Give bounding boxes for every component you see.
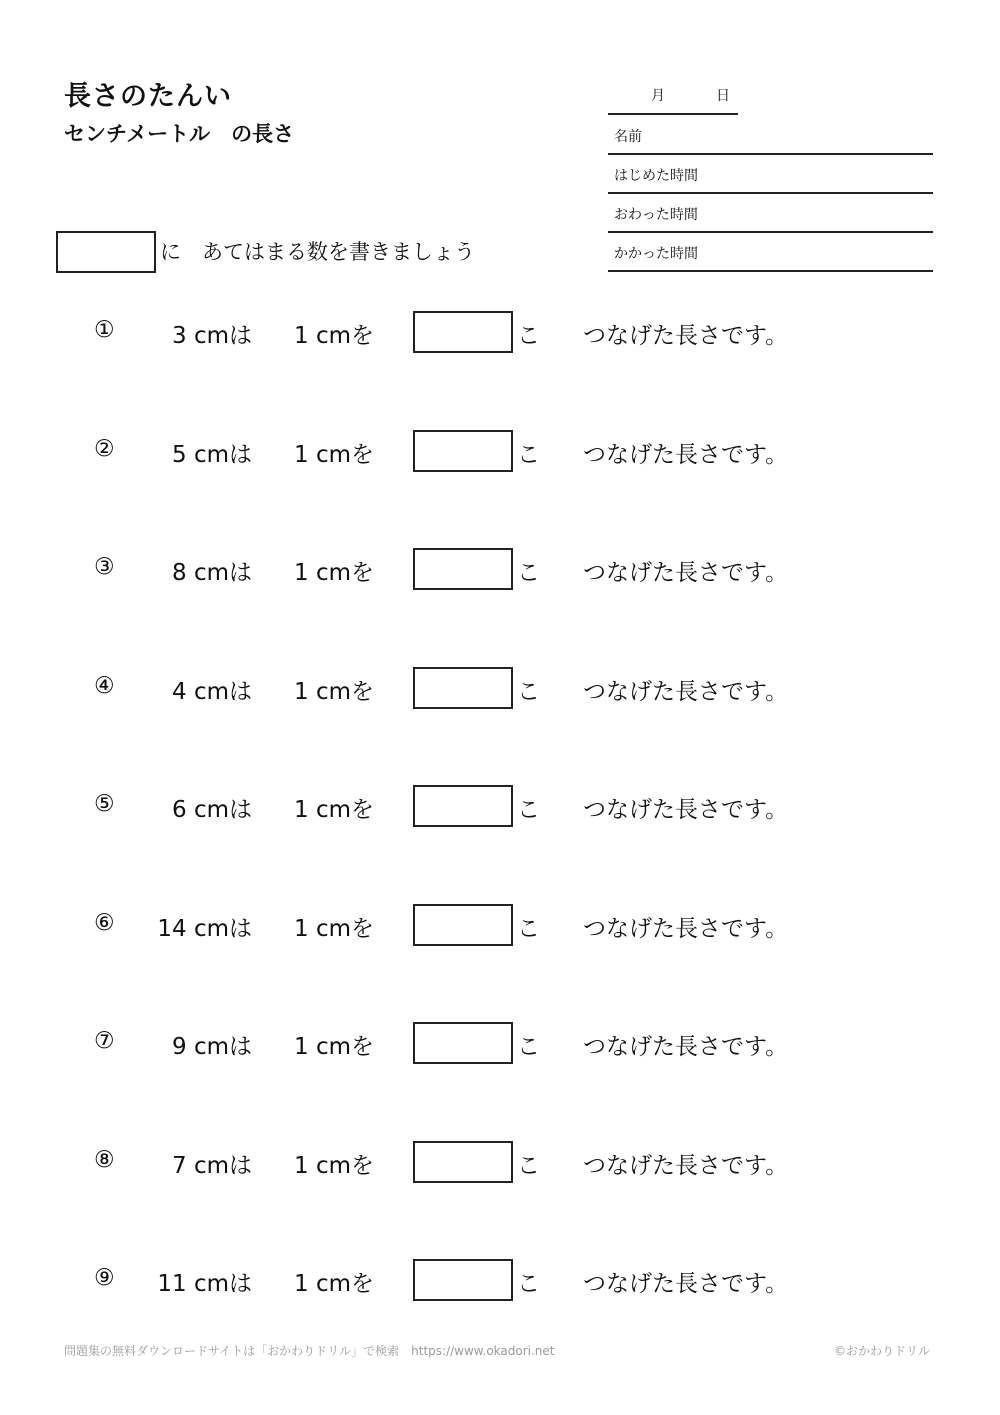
question-number: ① — [94, 317, 115, 343]
question-length — [172, 1147, 252, 1180]
base-length — [294, 673, 374, 706]
length-value: 5 — [171, 441, 187, 468]
footer-note: 問題集の無料ダウンロードサイトは「おかわりドリル」で検索 https://www.okadori.net — [64, 1344, 555, 1358]
answer-box[interactable] — [413, 430, 513, 472]
question-tail: つなげた長さです。 — [583, 1034, 789, 1060]
question-row — [0, 548, 1000, 592]
question-tail: つなげた長さです。 — [583, 1271, 789, 1297]
page-title: 長さのたんい — [64, 81, 232, 112]
base-length — [294, 1028, 374, 1061]
base-value: 1 — [294, 323, 309, 349]
page-subtitle: センチメートル の長さ — [64, 122, 295, 146]
counter-suffix: こ — [517, 560, 540, 586]
counter-suffix: こ — [517, 1034, 540, 1060]
length-value: 14 — [157, 915, 187, 942]
month-label: 月 — [651, 88, 665, 104]
question-row — [0, 1141, 1000, 1185]
base-unit: cmを — [315, 1152, 375, 1179]
answer-box[interactable] — [413, 311, 513, 353]
base-unit: cmを — [315, 560, 375, 586]
length-unit: cmは — [193, 560, 252, 586]
length-unit: cmは — [193, 1034, 252, 1060]
base-length — [294, 554, 374, 587]
base-length — [294, 910, 374, 943]
length-value: 8 — [171, 560, 187, 586]
question-number: ② — [94, 435, 115, 462]
question-row — [0, 1022, 1000, 1066]
answer-box[interactable] — [413, 1259, 513, 1301]
question-row — [0, 904, 1000, 948]
start-time-label: はじめた時間 — [614, 168, 698, 184]
base-length — [294, 1265, 374, 1298]
base-value: 1 — [294, 1034, 309, 1060]
answer-box[interactable] — [413, 904, 513, 946]
question-length — [172, 1028, 252, 1061]
end-time-label: おわった時間 — [614, 207, 698, 223]
base-unit: cmを — [315, 915, 375, 942]
answer-box[interactable] — [413, 667, 513, 709]
counter-suffix: こ — [517, 441, 540, 468]
length-value: 4 — [171, 678, 187, 705]
day-label: 日 — [716, 88, 730, 104]
length-value: 6 — [171, 797, 187, 823]
length-unit: cmは — [193, 323, 252, 349]
question-tail: つなげた長さです。 — [583, 678, 789, 705]
elapsed-time-label: かかった時間 — [614, 246, 698, 262]
base-unit: cmを — [315, 1271, 375, 1297]
answer-box[interactable] — [413, 1141, 513, 1183]
answer-box[interactable] — [413, 785, 513, 827]
counter-suffix: こ — [517, 323, 540, 349]
question-tail: つなげた長さです。 — [583, 915, 789, 942]
length-unit: cmは — [193, 678, 252, 705]
question-length — [157, 910, 252, 943]
name-field[interactable] — [608, 116, 933, 155]
counter-suffix: こ — [517, 915, 540, 942]
question-row — [0, 430, 1000, 474]
question-length — [172, 791, 252, 824]
length-value: 3 — [171, 323, 187, 349]
base-unit: cmを — [315, 797, 375, 823]
question-number: ⑨ — [94, 1265, 115, 1291]
question-length — [172, 436, 252, 469]
name-label: 名前 — [614, 129, 642, 145]
length-unit: cmは — [193, 441, 252, 468]
counter-suffix: こ — [517, 678, 540, 705]
question-number: ⑥ — [94, 909, 115, 936]
base-value: 1 — [294, 441, 309, 468]
base-value: 1 — [294, 560, 309, 586]
base-length — [294, 1147, 374, 1180]
end-time-field[interactable] — [608, 194, 933, 233]
length-unit: cmは — [193, 1152, 252, 1179]
answer-box[interactable] — [413, 548, 513, 590]
base-length — [294, 436, 374, 469]
counter-suffix: こ — [517, 1271, 540, 1297]
question-number: ⑤ — [94, 791, 115, 817]
base-unit: cmを — [315, 1034, 375, 1060]
question-tail: つなげた長さです。 — [583, 797, 789, 823]
question-row — [0, 667, 1000, 711]
question-number: ⑦ — [94, 1028, 115, 1054]
base-value: 1 — [294, 678, 309, 705]
date-field[interactable] — [608, 84, 738, 115]
answer-box[interactable] — [413, 1022, 513, 1064]
base-unit: cmを — [315, 441, 375, 468]
base-unit: cmを — [315, 323, 375, 349]
footer-copyright: ©おかわりドリル — [833, 1344, 930, 1358]
instruction-sample-box — [56, 231, 156, 273]
base-length — [294, 317, 374, 350]
base-value: 1 — [294, 1271, 309, 1297]
question-number: ⑧ — [94, 1146, 115, 1173]
counter-suffix: こ — [517, 1152, 540, 1179]
length-unit: cmは — [193, 915, 252, 942]
base-value: 1 — [294, 1152, 309, 1179]
question-tail: つなげた長さです。 — [583, 1152, 789, 1179]
base-length — [294, 791, 374, 824]
question-length — [172, 554, 252, 587]
elapsed-time-field[interactable] — [608, 233, 933, 272]
length-unit: cmは — [193, 797, 252, 823]
length-value: 7 — [171, 1152, 187, 1179]
start-time-field[interactable] — [608, 155, 933, 194]
question-length — [172, 673, 252, 706]
length-unit: cmは — [193, 1271, 252, 1297]
question-number: ④ — [94, 672, 115, 699]
question-tail: つなげた長さです。 — [583, 441, 789, 468]
length-value: 11 — [157, 1271, 187, 1297]
question-row — [0, 785, 1000, 829]
question-length — [172, 317, 252, 350]
base-value: 1 — [294, 915, 309, 942]
instruction-text: に あてはまる数を書きましょう — [160, 240, 475, 264]
question-row — [0, 311, 1000, 355]
base-unit: cmを — [315, 678, 375, 705]
counter-suffix: こ — [517, 797, 540, 823]
question-tail: つなげた長さです。 — [583, 560, 789, 586]
length-value: 9 — [171, 1034, 187, 1060]
question-tail: つなげた長さです。 — [583, 323, 789, 349]
question-length — [157, 1265, 252, 1298]
question-number: ③ — [94, 554, 115, 580]
base-value: 1 — [294, 797, 309, 823]
question-row — [0, 1259, 1000, 1303]
